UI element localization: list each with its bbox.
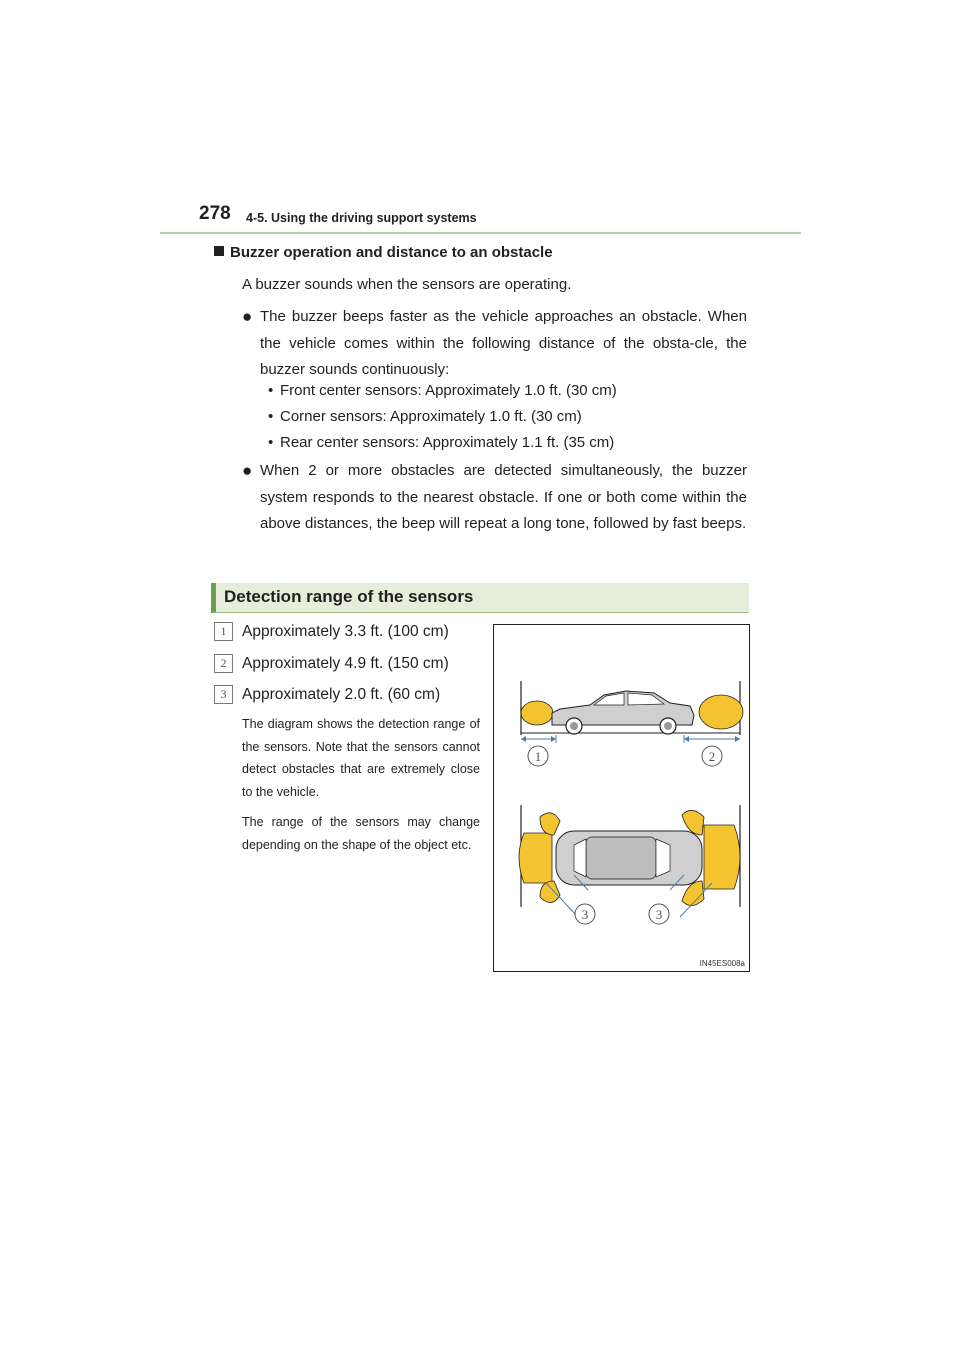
front-center-sensor-range: [519, 833, 552, 883]
bullet-multiple-obstacles-text: When 2 or more obstacles are detected simultaneously, the buzzer system responds to the nearest obstacle. If one or both come within the above distances, the beep will repeat a long tone, followed by fast beeps.: [260, 462, 747, 532]
figure-code: IN45ES008a: [699, 959, 745, 968]
list-item: • Corner sensors: Approximately 1.0 ft. (30 cm): [268, 408, 582, 425]
rear-sensor-range: [699, 695, 743, 729]
rear-center-sensor-range: [704, 825, 740, 889]
label-2: 2: [708, 749, 716, 764]
note-sensor-range-change: The range of the sensors may change depending on the shape of the object etc.: [242, 815, 480, 852]
bullet-multiple-obstacles: [242, 458, 747, 538]
buzzer-heading: [214, 244, 553, 261]
buzzer-heading-text: Buzzer operation and distance to an obstacle: [230, 244, 553, 261]
page-number: 278: [199, 203, 231, 224]
detection-range-diagram: [493, 624, 750, 972]
front-right-corner-sensor-range: [540, 881, 560, 903]
range-item-1: [214, 622, 449, 641]
distance-list: [268, 378, 617, 456]
range-text: Approximately 4.9 ft. (150 cm): [242, 655, 449, 672]
range-text: Approximately 3.3 ft. (100 cm): [242, 623, 449, 640]
list-item: • Front center sensors: Approximately 1.0 ft. (30 cm): [268, 382, 617, 399]
label-1: 1: [534, 749, 542, 764]
top-view: [519, 805, 740, 924]
range-item-2: [214, 654, 449, 673]
bullet-faster-beeps: [242, 304, 747, 384]
detection-title: Detection range of the sensors: [224, 587, 474, 606]
note-detection-range: The diagram shows the detection range of the sensors. Note that the sensors cannot detect obstacles that are extremely close to the vehicle.: [242, 717, 480, 799]
side-view: [521, 681, 743, 766]
bullet-dot-icon: ●: [242, 461, 253, 480]
number-badge: 1: [214, 622, 233, 641]
bullet-dot-icon: ●: [242, 307, 253, 326]
detection-title-bar: [211, 583, 749, 613]
label-3-right: 3: [655, 907, 663, 922]
square-bullet-icon: [214, 246, 224, 256]
list-item: • Rear center sensors: Approximately 1.1 ft. (35 cm): [268, 434, 615, 451]
range-text: Approximately 2.0 ft. (60 cm): [242, 686, 441, 703]
label-3-left: 3: [581, 907, 589, 922]
buzzer-intro: A buzzer sounds when the sensors are operating.: [242, 276, 572, 293]
front-left-corner-sensor-range: [540, 813, 560, 835]
number-badge: 3: [214, 685, 233, 704]
range-item-3: [214, 685, 440, 704]
front-sensor-range: [521, 701, 553, 725]
bullet-faster-beeps-text: The buzzer beeps faster as the vehicle approaches an obstacle. When the vehicle comes within the following distance of the obsta-cle, the buzzer sounds continuously:: [260, 308, 747, 378]
header-divider: [160, 232, 801, 234]
section-header: 4-5. Using the driving support systems: [246, 211, 477, 225]
number-badge: 2: [214, 654, 233, 673]
